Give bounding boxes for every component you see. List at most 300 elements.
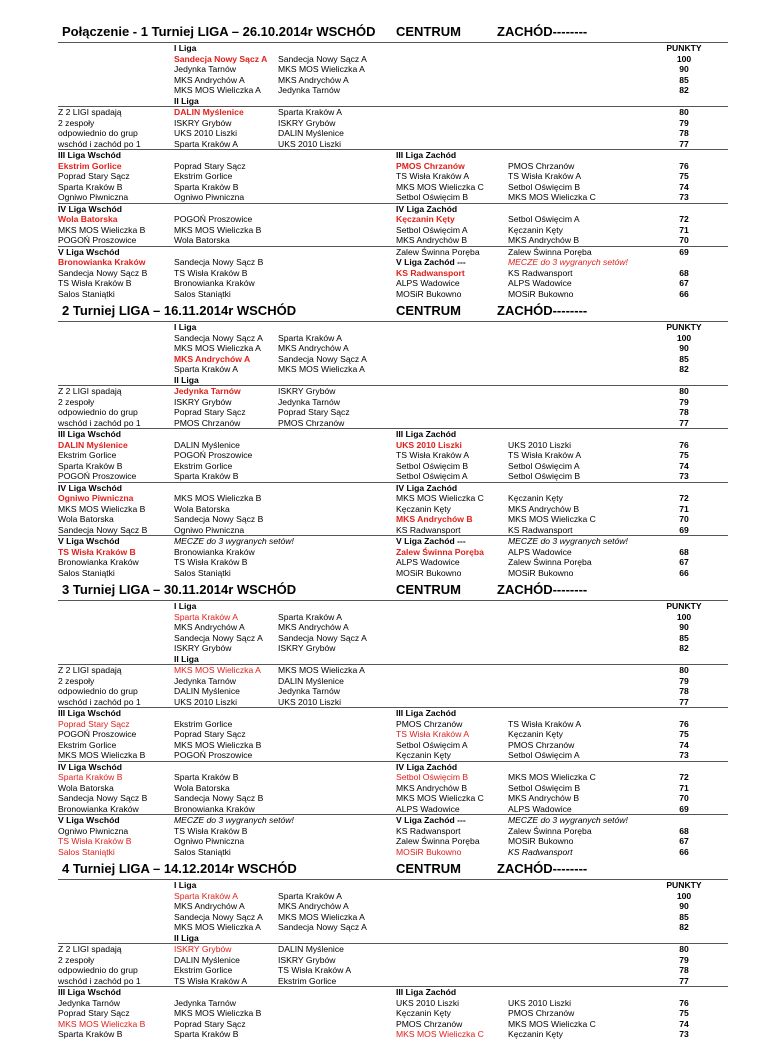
table-cell: MKS MOS Wieliczka C (508, 192, 596, 202)
table-row (58, 75, 728, 86)
table-cell: MOSiR Bukowno (396, 288, 462, 299)
table-cell: Salos Staniątki (58, 567, 115, 578)
table-cell: TS Wisła Kraków A (396, 171, 470, 181)
table-row (58, 192, 728, 203)
points-cell: 67 (679, 278, 689, 288)
table-cell: Sparta Kraków B (174, 1029, 239, 1039)
points-cell: 73 (679, 750, 689, 760)
table-cell: MKS MOS Wieliczka B (174, 1008, 262, 1018)
table-cell: Setbol Oświęcim A (508, 750, 580, 760)
table-cell: Ekstrim Gorlice (174, 171, 233, 181)
table-row (58, 171, 728, 182)
table-row (58, 118, 728, 129)
points-cell: 76 (679, 997, 689, 1008)
table-cell: Bronowianka Kraków (174, 278, 255, 288)
table-row (58, 612, 728, 623)
centrum-heading: CENTRUM (396, 861, 461, 876)
table-cell: MKS Andrychów B (508, 503, 580, 514)
table-row (58, 364, 728, 375)
points-cell: 90 (679, 622, 689, 632)
table-cell: TS Wisła Kraków B (58, 278, 132, 288)
table-cell: MKS Andrychów A (278, 343, 349, 353)
table-row (58, 161, 728, 172)
table-cell: ISKRY Grybów (174, 117, 232, 128)
table-cell: MKS MOS Wieliczka A (174, 922, 261, 932)
points-cell: 70 (679, 514, 689, 524)
points-cell: PUNKTY (666, 601, 702, 611)
points-cell: 76 (679, 718, 689, 729)
points-cell: 74 (679, 739, 689, 750)
table-cell: ISKRY Grybów (278, 117, 336, 128)
table-cell: Jedynka Tarnów (278, 85, 340, 95)
table-row (58, 976, 728, 987)
points-cell: 74 (679, 460, 689, 471)
table-row (58, 814, 728, 826)
points-cell: 77 (679, 975, 689, 986)
table-cell: MKS MOS Wieliczka A (174, 343, 261, 353)
table-cell: MKS Andrychów A (278, 901, 349, 911)
points-cell: 79 (679, 954, 689, 965)
table-row (58, 235, 728, 246)
centrum-heading: CENTRUM (396, 582, 461, 597)
table-row (58, 912, 728, 923)
table-row (58, 772, 728, 783)
table-row (58, 707, 728, 719)
table-cell: Ekstrim Gorlice (58, 450, 117, 460)
table-cell: Setbol Oświęcim A (508, 460, 580, 471)
table-cell: Poprad Stary Sącz (174, 407, 246, 417)
table-cell: Sparta Kraków B (58, 460, 123, 471)
table-row (58, 96, 728, 107)
table-cell: UKS 2010 Liszki (278, 696, 342, 707)
table-row (58, 600, 728, 612)
table-cell: TS Wisła Kraków A (508, 171, 582, 181)
centrum-heading: CENTRUM (396, 24, 461, 39)
tournament-section (58, 578, 728, 857)
table-cell: Poprad Stary Sącz (174, 160, 246, 171)
table-cell: 2 zespoły (58, 675, 95, 686)
table-cell: Sandecja Nowy Sącz A (278, 922, 367, 932)
table-cell: I Liga (174, 322, 197, 332)
table-row (58, 804, 728, 815)
table-row (58, 836, 728, 847)
table-cell: Wola Batorska (58, 782, 114, 793)
table-row (58, 225, 728, 236)
table-cell: ALPS Wadowice (508, 278, 572, 288)
points-cell: 77 (679, 138, 689, 149)
table-cell: 2 zespoły (58, 954, 95, 965)
table-cell: UKS 2010 Liszki (174, 128, 238, 138)
table-row (58, 139, 728, 150)
table-cell: MKS MOS Wieliczka A (174, 85, 261, 95)
table-cell: Sparta Kraków B (58, 181, 123, 192)
table-cell: Setbol Oświęcim A (508, 214, 580, 224)
points-cell: 73 (679, 192, 689, 202)
table-cell: Setbol Oświęcim A (396, 739, 468, 750)
table-cell: III Liga Zachód (396, 150, 457, 160)
points-cell: 90 (679, 64, 689, 74)
table-row (58, 418, 728, 429)
points-cell: 100 (676, 890, 692, 901)
table-row (58, 891, 728, 902)
table-cell: Kęczanin Kęty (508, 493, 563, 503)
table-row (58, 514, 728, 525)
table-cell: Jedynka Tarnów (58, 997, 120, 1008)
table-cell: III Liga Wschód (58, 150, 122, 160)
points-cell: 78 (679, 407, 689, 417)
table-cell: PMOS Chrzanów (508, 1008, 575, 1018)
points-cell: 78 (679, 686, 689, 696)
table-cell: ALPS Wadowice (396, 278, 460, 288)
table-cell: MKS MOS Wieliczka A (278, 665, 365, 675)
table-cell: Sparta Kraków A (278, 611, 343, 622)
table-cell: DALIN Myślenice (174, 954, 240, 965)
points-cell: 72 (679, 214, 689, 224)
table-cell: odpowiednio do grup (58, 128, 138, 138)
table-row (58, 643, 728, 654)
table-cell: KS Radwansport (508, 524, 573, 535)
table-cell: wschód i zachód po 1 (58, 696, 141, 707)
table-row (58, 535, 728, 547)
points-cell: 77 (679, 417, 689, 428)
table-cell: TS Wisła Kraków B (58, 546, 136, 557)
table-cell: MKS MOS Wieliczka A (278, 364, 365, 374)
table-cell: Zalew Świnna Poręba (396, 546, 484, 557)
table-cell: Salos Staniątki (58, 288, 115, 299)
table-cell: TS Wisła Kraków A (508, 450, 582, 460)
table-row (58, 354, 728, 365)
table-cell: DALIN Myślenice (174, 686, 240, 696)
table-row (58, 214, 728, 225)
table-cell: POGOŃ Proszowice (174, 450, 253, 460)
table-cell: II Liga (174, 374, 199, 385)
table-cell: Salos Staniątki (174, 288, 231, 299)
points-cell: 78 (679, 128, 689, 138)
table-cell: Poprad Stary Sącz (174, 1018, 246, 1029)
table-cell: V Liga Zachód --- (396, 815, 466, 825)
table-cell: Setbol Oświęcim B (508, 471, 581, 481)
table-cell: Sandecja Nowy Sącz B (174, 793, 264, 803)
table-cell: MKS MOS Wieliczka C (508, 514, 596, 524)
table-cell: Ekstrim Gorlice (58, 739, 117, 750)
table-cell: wschód i zachód po 1 (58, 975, 141, 986)
table-cell: Salos Staniątki (174, 846, 231, 857)
points-cell: PUNKTY (666, 322, 702, 332)
points-cell: 68 (679, 267, 689, 278)
points-cell: 100 (676, 611, 692, 622)
table-cell: Ogniwo Piwniczna (174, 836, 245, 846)
table-row (58, 568, 728, 579)
table-row (58, 450, 728, 461)
points-cell: 85 (679, 353, 689, 364)
table-row (58, 461, 728, 472)
table-cell: MKS Andrychów A (278, 622, 349, 632)
table-row (58, 847, 728, 858)
points-cell: 82 (679, 643, 689, 653)
table-cell: UKS 2010 Liszki (174, 696, 238, 707)
table-cell: Sparta Kraków A (174, 364, 239, 374)
points-cell: 90 (679, 901, 689, 911)
table-cell: ISKRY Grybów (174, 643, 232, 653)
table-cell: MOSiR Bukowno (508, 836, 574, 846)
table-cell: ISKRY Grybów (278, 386, 336, 396)
table-cell: Sandecja Nowy Sącz A (174, 911, 263, 922)
table-row (58, 633, 728, 644)
table-row (58, 986, 728, 998)
table-cell: MOSiR Bukowno (508, 567, 574, 578)
points-cell: 77 (679, 696, 689, 707)
table-cell: Sparta Kraków A (278, 890, 343, 901)
table-cell: Poprad Stary Sącz (58, 718, 130, 729)
points-cell: 85 (679, 74, 689, 85)
table-row (58, 440, 728, 451)
table-row (58, 106, 728, 118)
points-cell: 78 (679, 965, 689, 975)
points-cell: 66 (679, 567, 689, 578)
table-row (58, 697, 728, 708)
table-cell: Sparta Kraków A (174, 890, 239, 901)
table-cell: III Liga Zachód (396, 429, 457, 439)
table-row (58, 1019, 728, 1030)
table-cell: Ekstrim Gorlice (58, 160, 122, 171)
points-cell: 71 (679, 782, 689, 793)
points-cell: 75 (679, 171, 689, 181)
table-cell: Setbol Oświęcim A (396, 224, 468, 235)
table-cell: Setbol Oświęcim B (508, 782, 581, 793)
table-cell: MKS Andrychów B (396, 514, 473, 524)
table-cell: MKS MOS Wieliczka C (508, 1018, 596, 1029)
points-cell: 75 (679, 450, 689, 460)
table-row (58, 557, 728, 568)
table-row (58, 686, 728, 697)
zachod-heading: ZACHÓD-------- (497, 303, 588, 318)
points-cell: 67 (679, 836, 689, 846)
table-cell: V Liga Wschód (58, 246, 120, 257)
table-row (58, 654, 728, 665)
table-cell: Sparta Kraków B (174, 181, 239, 192)
table-cell: MKS MOS Wieliczka B (174, 739, 262, 750)
table-cell: Sparta Kraków A (278, 107, 343, 117)
table-cell: IV Liga Zachód (396, 203, 458, 214)
table-cell: IV Liga Zachód (396, 761, 458, 772)
table-cell: Setbol Oświęcim B (396, 192, 469, 202)
points-cell: 85 (679, 632, 689, 643)
table-cell: Jedynka Tarnów (174, 675, 236, 686)
table-cell: Bronowianka Kraków (58, 557, 139, 567)
table-row (58, 333, 728, 344)
table-cell: Sparta Kraków B (174, 471, 239, 481)
table-cell: Ekstrim Gorlice (174, 718, 233, 729)
table-cell: Bronowianka Kraków (174, 803, 255, 814)
table-cell: Bronowianka Kraków (58, 257, 146, 267)
table-cell: MKS MOS Wieliczka C (396, 493, 484, 503)
table-row (58, 428, 728, 440)
table-cell: Kęczanin Kęty (396, 214, 455, 224)
table-cell: Ogniwo Piwniczna (58, 825, 129, 836)
table-cell: POGOŃ Proszowice (174, 214, 253, 224)
points-cell: 66 (679, 288, 689, 299)
table-cell: Ekstrim Gorlice (278, 975, 337, 986)
table-cell: Kęczanin Kęty (508, 224, 563, 235)
table-row (58, 268, 728, 279)
table-cell: Sandecja Nowy Sącz A (278, 53, 367, 64)
points-cell: PUNKTY (666, 43, 702, 53)
tournament-title-row (58, 20, 728, 42)
table-cell: Kęczanin Kęty (396, 503, 451, 514)
table-cell: MKS MOS Wieliczka B (58, 1018, 146, 1029)
table-cell: Sandecja Nowy Sącz B (174, 514, 264, 524)
league-document (58, 20, 728, 1040)
table-cell: MKS Andrychów B (396, 782, 468, 793)
table-cell: III Liga Wschód (58, 429, 122, 439)
zachod-heading: ZACHÓD-------- (497, 582, 588, 597)
table-cell: II Liga (174, 95, 199, 106)
table-cell: POGOŃ Proszowice (58, 729, 137, 739)
table-cell: Setbol Oświęcim B (396, 772, 469, 782)
table-cell: Z 2 LIGI spadają (58, 944, 122, 954)
table-cell: KS Radwansport (396, 825, 461, 836)
points-cell: 73 (679, 471, 689, 481)
table-cell: TS Wisła Kraków A (508, 718, 582, 729)
table-cell: IV Liga Zachód (396, 482, 458, 493)
points-cell: 76 (679, 160, 689, 171)
table-cell: Zalew Świnna Poręba (396, 836, 480, 846)
table-cell: MKS Andrychów A (174, 74, 245, 85)
table-cell: MKS MOS Wieliczka B (58, 224, 146, 235)
tournament-section (58, 20, 728, 299)
tournament-title-row (58, 857, 728, 879)
table-cell: MKS Andrychów B (396, 235, 468, 245)
table-row (58, 750, 728, 761)
table-cell: PMOS Chrzanów (396, 1018, 463, 1029)
table-cell: Sparta Kraków A (174, 138, 239, 149)
table-cell: DALIN Myślenice (278, 128, 344, 138)
table-cell: MECZE do 3 wygranych setów! (508, 815, 628, 825)
table-row (58, 901, 728, 912)
table-row (58, 547, 728, 558)
table-cell: Kęczanin Kęty (396, 750, 451, 760)
table-row (58, 289, 728, 300)
table-cell: UKS 2010 Liszki (396, 997, 460, 1008)
table-cell: V Liga Wschód (58, 536, 120, 546)
points-cell: 67 (679, 557, 689, 567)
table-cell: Jedynka Tarnów (278, 686, 340, 696)
points-cell: 79 (679, 117, 689, 128)
table-row (58, 998, 728, 1009)
table-cell: TS Wisła Kraków B (174, 557, 248, 567)
table-cell: V Liga Zachód --- (396, 536, 466, 546)
table-row (58, 375, 728, 386)
table-cell: Jedynka Tarnów (174, 64, 236, 74)
tournament-title: 4 Turniej LIGA – 14.12.2014r WSCHÓD (62, 861, 297, 876)
zachod-heading: ZACHÓD-------- (497, 24, 588, 39)
table-cell: Zalew Świnna Poręba (508, 825, 592, 836)
table-cell: Ogniwo Piwniczna (174, 524, 245, 535)
table-row (58, 482, 728, 494)
table-cell: KS Radwansport (508, 846, 573, 857)
table-cell: PMOS Chrzanów (508, 739, 575, 750)
table-cell: MOSiR Bukowno (396, 846, 462, 857)
table-cell: Sparta Kraków A (278, 332, 343, 343)
table-cell: MKS MOS Wieliczka A (278, 911, 365, 922)
table-cell: Z 2 LIGI spadają (58, 107, 122, 117)
points-cell: 80 (679, 665, 689, 675)
points-cell: PUNKTY (666, 880, 702, 890)
table-cell: TS Wisła Kraków B (58, 836, 132, 846)
table-cell: Zalew Świnna Poręba (508, 557, 592, 567)
table-cell: MKS MOS Wieliczka A (278, 64, 365, 74)
table-cell: Salos Staniątki (58, 846, 115, 857)
table-cell: Sparta Kraków B (58, 772, 123, 782)
table-cell: IV Liga Wschód (58, 761, 122, 772)
tournament-title: 2 Turniej LIGA – 16.11.2014r WSCHÓD (62, 303, 297, 318)
points-cell: 100 (676, 332, 692, 343)
table-cell: odpowiednio do grup (58, 686, 138, 696)
table-row (58, 664, 728, 676)
table-cell: ISKRY Grybów (278, 954, 336, 965)
table-cell: Sandecja Nowy Sącz A (174, 53, 268, 64)
points-cell: 82 (679, 85, 689, 95)
table-cell: UKS 2010 Liszki (508, 439, 572, 450)
table-cell: Salos Staniątki (174, 567, 231, 578)
tournament-title: 3 Turniej LIGA – 30.11.2014r WSCHÓD (62, 582, 297, 597)
points-cell: 100 (676, 53, 692, 64)
table-cell: 2 zespoły (58, 396, 95, 407)
table-cell: ISKRY Grybów (174, 396, 232, 407)
table-cell: Jedynka Tarnów (174, 386, 241, 396)
table-cell: MECZE do 3 wygranych setów! (508, 257, 628, 267)
table-cell: MKS MOS Wieliczka B (174, 493, 262, 503)
table-cell: Sandecja Nowy Sącz B (58, 524, 148, 535)
points-cell: 80 (679, 386, 689, 396)
table-cell: MKS MOS Wieliczka A (174, 665, 261, 675)
table-cell: TS Wisła Kraków A (278, 965, 352, 975)
table-cell: Sandecja Nowy Sącz A (174, 632, 263, 643)
table-cell: MKS MOS Wieliczka C (508, 772, 596, 782)
table-cell: MKS MOS Wieliczka C (396, 793, 484, 803)
table-row (58, 955, 728, 966)
points-cell: 72 (679, 493, 689, 503)
table-cell: 2 zespoły (58, 117, 95, 128)
table-cell: POGOŃ Proszowice (58, 471, 137, 481)
table-cell: TS Wisła Kraków A (396, 729, 470, 739)
table-cell: III Liga Wschód (58, 708, 122, 718)
table-row (58, 504, 728, 515)
table-cell: Setbol Oświęcim B (396, 460, 469, 471)
table-row (58, 397, 728, 408)
table-row (58, 278, 728, 289)
table-cell: ALPS Wadowice (508, 546, 572, 557)
points-cell: 79 (679, 396, 689, 407)
table-row (58, 826, 728, 837)
points-cell: 69 (679, 524, 689, 535)
table-row (58, 493, 728, 504)
points-cell: 76 (679, 439, 689, 450)
table-cell: Setbol Oświęcim A (396, 471, 468, 481)
table-cell: TS Wisła Kraków A (396, 450, 470, 460)
table-cell: odpowiednio do grup (58, 407, 138, 417)
table-cell: III Liga Wschód (58, 987, 122, 997)
table-cell: Z 2 LIGI spadają (58, 665, 122, 675)
table-row (58, 85, 728, 96)
table-cell: Sandecja Nowy Sącz A (278, 353, 367, 364)
table-cell: Sandecja Nowy Sącz A (278, 632, 367, 643)
table-cell: PMOS Chrzanów (396, 160, 465, 171)
table-cell: MKS MOS Wieliczka C (396, 181, 484, 192)
table-cell: IV Liga Wschód (58, 203, 122, 214)
table-row (58, 525, 728, 536)
table-row (58, 1008, 728, 1019)
